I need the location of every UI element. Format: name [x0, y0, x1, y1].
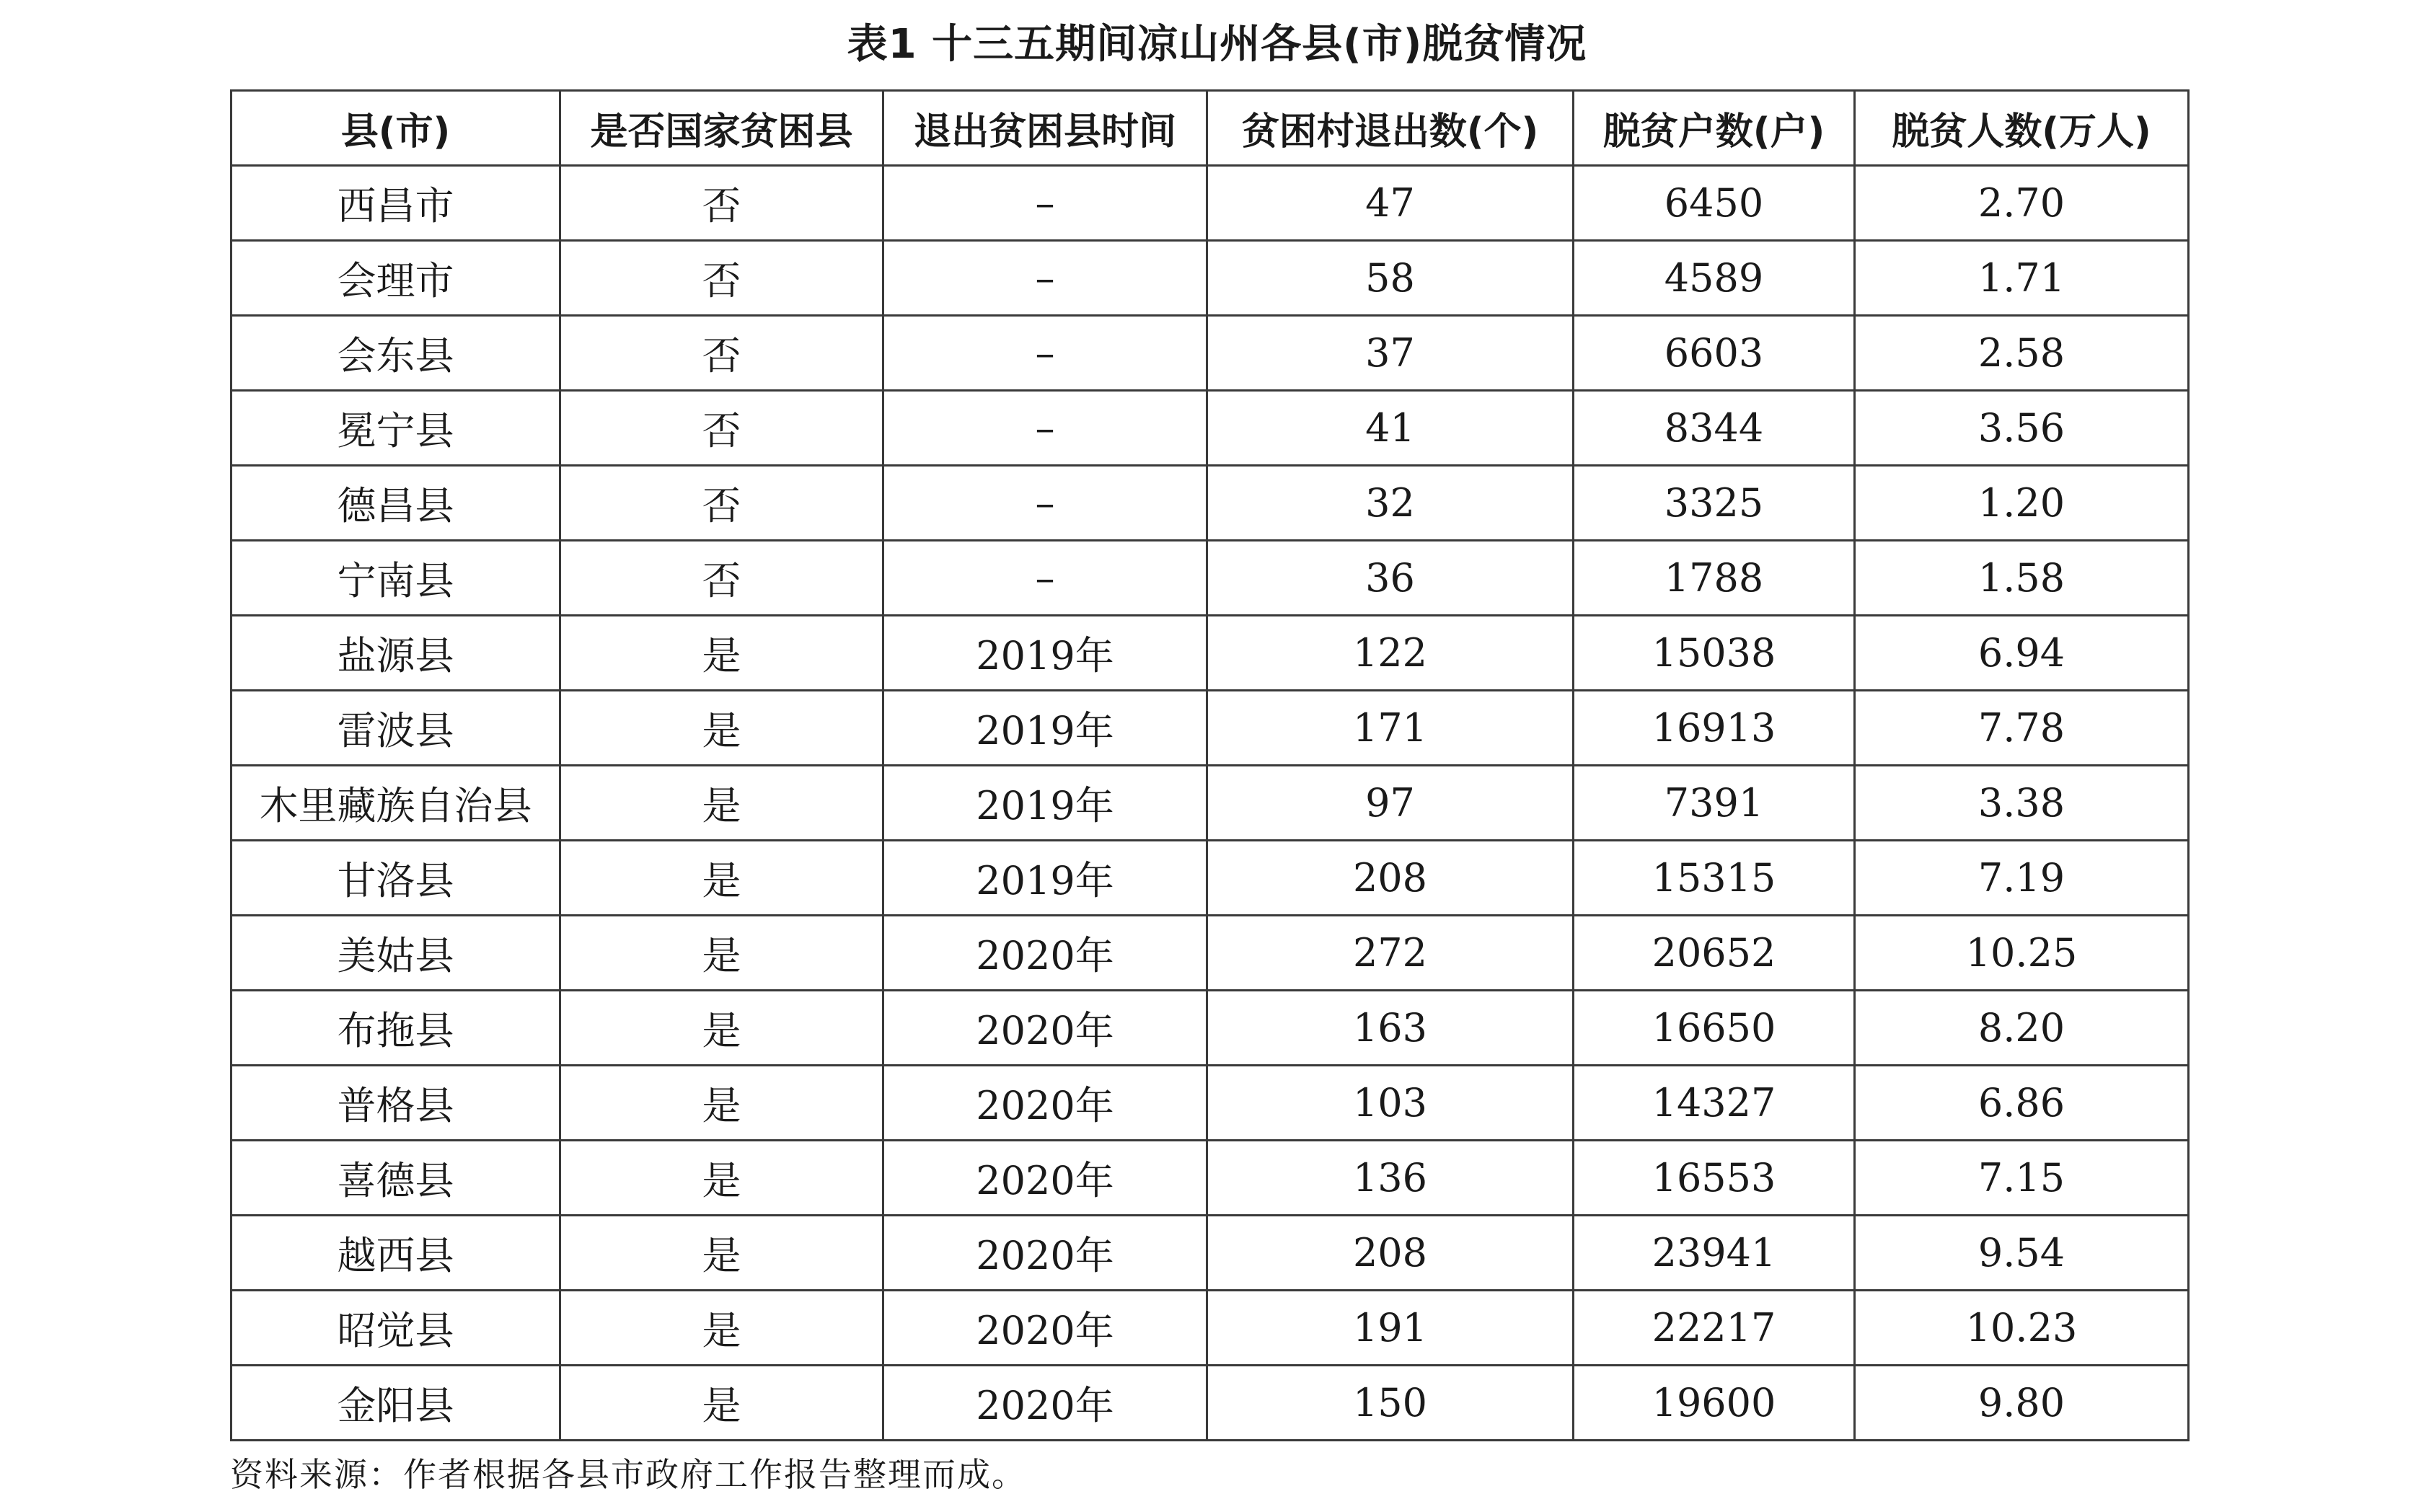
cell-households: 14327	[1574, 1066, 1855, 1141]
cell-people: 9.54	[1855, 1216, 2189, 1291]
table-row	[232, 841, 2189, 916]
cell-exit-time: 2020年	[883, 1366, 1207, 1441]
cell-households: 8344	[1574, 391, 1855, 466]
cell-county: 木里藏族自治县	[232, 766, 560, 841]
cell-villages-exited: 150	[1207, 1366, 1574, 1441]
cell-exit-time: –	[883, 316, 1207, 391]
cell-people: 1.20	[1855, 466, 2189, 541]
table-row	[232, 1066, 2189, 1141]
cell-households: 20652	[1574, 916, 1855, 991]
table-title: 表1 十三五期间凉山州各县(市)脱贫情况	[847, 21, 1587, 68]
cell-households: 7391	[1574, 766, 1855, 841]
cell-households: 6603	[1574, 316, 1855, 391]
cell-households: 4589	[1574, 241, 1855, 316]
cell-county: 德昌县	[232, 466, 560, 541]
cell-people: 2.70	[1855, 166, 2189, 241]
cell-national-poverty-county: 是	[560, 691, 883, 766]
cell-national-poverty-county: 是	[560, 1216, 883, 1291]
header-villages-exited: 贫困村退出数(个)	[1207, 91, 1574, 166]
cell-national-poverty-county: 是	[560, 766, 883, 841]
cell-national-poverty-county: 是	[560, 616, 883, 691]
cell-villages-exited: 97	[1207, 766, 1574, 841]
cell-people: 1.71	[1855, 241, 2189, 316]
table-row	[232, 1216, 2189, 1291]
cell-national-poverty-county: 否	[560, 316, 883, 391]
cell-national-poverty-county: 是	[560, 1366, 883, 1441]
cell-national-poverty-county: 是	[560, 841, 883, 916]
cell-villages-exited: 208	[1207, 841, 1574, 916]
cell-exit-time: –	[883, 541, 1207, 616]
cell-villages-exited: 136	[1207, 1141, 1574, 1216]
cell-households: 16650	[1574, 991, 1855, 1066]
cell-people: 1.58	[1855, 541, 2189, 616]
table-row	[232, 466, 2189, 541]
table-row	[232, 1141, 2189, 1216]
table-row	[232, 691, 2189, 766]
cell-county: 西昌市	[232, 166, 560, 241]
cell-county: 喜德县	[232, 1141, 560, 1216]
cell-exit-time: 2020年	[883, 1066, 1207, 1141]
cell-villages-exited: 41	[1207, 391, 1574, 466]
cell-villages-exited: 36	[1207, 541, 1574, 616]
cell-county: 美姑县	[232, 916, 560, 991]
cell-people: 8.20	[1855, 991, 2189, 1066]
table-row	[232, 391, 2189, 466]
cell-county: 昭觉县	[232, 1291, 560, 1366]
header-exit-time: 退出贫困县时间	[883, 91, 1207, 166]
table-row	[232, 916, 2189, 991]
cell-people: 7.19	[1855, 841, 2189, 916]
cell-households: 1788	[1574, 541, 1855, 616]
cell-villages-exited: 58	[1207, 241, 1574, 316]
cell-villages-exited: 272	[1207, 916, 1574, 991]
cell-exit-time: –	[883, 241, 1207, 316]
cell-exit-time: 2020年	[883, 991, 1207, 1066]
table-row	[232, 1366, 2189, 1441]
table-row	[232, 241, 2189, 316]
cell-households: 15038	[1574, 616, 1855, 691]
cell-exit-time: 2019年	[883, 616, 1207, 691]
cell-households: 19600	[1574, 1366, 1855, 1441]
header-households: 脱贫户数(户)	[1574, 91, 1855, 166]
table-row	[232, 991, 2189, 1066]
cell-national-poverty-county: 是	[560, 1291, 883, 1366]
cell-exit-time: 2020年	[883, 1141, 1207, 1216]
cell-national-poverty-county: 是	[560, 1141, 883, 1216]
cell-villages-exited: 191	[1207, 1291, 1574, 1366]
cell-county: 会理市	[232, 241, 560, 316]
cell-exit-time: 2020年	[883, 916, 1207, 991]
cell-villages-exited: 163	[1207, 991, 1574, 1066]
cell-national-poverty-county: 是	[560, 916, 883, 991]
cell-exit-time: 2019年	[883, 841, 1207, 916]
cell-national-poverty-county: 是	[560, 1066, 883, 1141]
cell-exit-time: –	[883, 466, 1207, 541]
header-national-poverty-county: 是否国家贫困县	[560, 91, 883, 166]
table-row	[232, 166, 2189, 241]
cell-villages-exited: 208	[1207, 1216, 1574, 1291]
cell-exit-time: –	[883, 391, 1207, 466]
cell-county: 会东县	[232, 316, 560, 391]
cell-exit-time: 2019年	[883, 691, 1207, 766]
cell-people: 9.80	[1855, 1366, 2189, 1441]
table-header-row	[232, 91, 2189, 166]
table-row	[232, 766, 2189, 841]
cell-county: 金阳县	[232, 1366, 560, 1441]
source-note: 资料来源：作者根据各县市政府工作报告整理而成。	[230, 1455, 1026, 1494]
cell-county: 普格县	[232, 1066, 560, 1141]
cell-national-poverty-county: 否	[560, 541, 883, 616]
cell-people: 3.56	[1855, 391, 2189, 466]
cell-national-poverty-county: 是	[560, 991, 883, 1066]
poverty-table	[230, 89, 2190, 1441]
cell-county: 雷波县	[232, 691, 560, 766]
cell-exit-time: –	[883, 166, 1207, 241]
cell-villages-exited: 37	[1207, 316, 1574, 391]
cell-people: 7.78	[1855, 691, 2189, 766]
cell-people: 10.23	[1855, 1291, 2189, 1366]
cell-people: 6.94	[1855, 616, 2189, 691]
cell-national-poverty-county: 否	[560, 466, 883, 541]
cell-county: 越西县	[232, 1216, 560, 1291]
table-row	[232, 616, 2189, 691]
cell-households: 3325	[1574, 466, 1855, 541]
header-people: 脱贫人数(万人)	[1855, 91, 2189, 166]
cell-households: 16553	[1574, 1141, 1855, 1216]
cell-county: 布拖县	[232, 991, 560, 1066]
cell-households: 6450	[1574, 166, 1855, 241]
cell-county: 宁南县	[232, 541, 560, 616]
cell-county: 盐源县	[232, 616, 560, 691]
cell-villages-exited: 171	[1207, 691, 1574, 766]
header-county: 县(市)	[232, 91, 560, 166]
cell-villages-exited: 122	[1207, 616, 1574, 691]
cell-people: 7.15	[1855, 1141, 2189, 1216]
cell-villages-exited: 32	[1207, 466, 1574, 541]
cell-households: 16913	[1574, 691, 1855, 766]
table-body	[232, 166, 2189, 1441]
cell-people: 6.86	[1855, 1066, 2189, 1141]
cell-people: 3.38	[1855, 766, 2189, 841]
cell-households: 22217	[1574, 1291, 1855, 1366]
cell-exit-time: 2020年	[883, 1216, 1207, 1291]
cell-exit-time: 2019年	[883, 766, 1207, 841]
cell-national-poverty-county: 否	[560, 391, 883, 466]
cell-county: 甘洛县	[232, 841, 560, 916]
cell-county: 冕宁县	[232, 391, 560, 466]
table-row	[232, 541, 2189, 616]
table-row	[232, 316, 2189, 391]
cell-exit-time: 2020年	[883, 1291, 1207, 1366]
cell-people: 2.58	[1855, 316, 2189, 391]
cell-households: 15315	[1574, 841, 1855, 916]
cell-households: 23941	[1574, 1216, 1855, 1291]
cell-villages-exited: 47	[1207, 166, 1574, 241]
cell-people: 10.25	[1855, 916, 2189, 991]
table-row	[232, 1291, 2189, 1366]
cell-national-poverty-county: 否	[560, 241, 883, 316]
cell-national-poverty-county: 否	[560, 166, 883, 241]
cell-villages-exited: 103	[1207, 1066, 1574, 1141]
